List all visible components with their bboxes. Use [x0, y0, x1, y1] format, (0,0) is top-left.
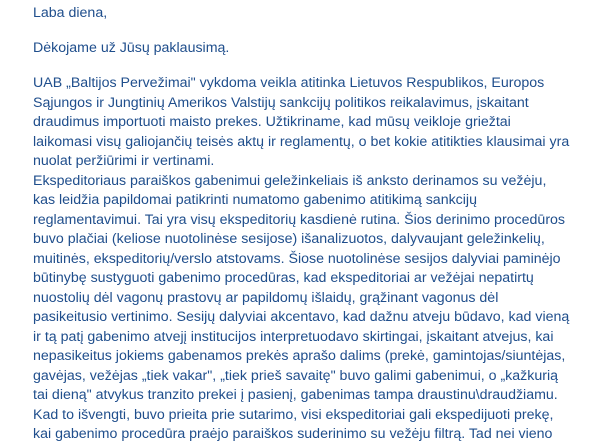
greeting-line: Laba diena,: [33, 5, 108, 21]
paragraph-procedures: [33, 172, 601, 445]
thanks-line: Dėkojame už Jūsų paklausimą.: [33, 40, 230, 56]
text-line: nuolat peržiūrimi ir vertinami.: [33, 153, 215, 169]
text-line: buvo plačiai (keliose nuotolinėse sesijose) išanalizuotos, dalyvaujant geležinkelių,: [33, 231, 545, 247]
paragraph-spacer: [33, 24, 601, 40]
paragraph-spacer: [33, 59, 601, 75]
text-line: tai dieną" atvykus tranzito prekei į pasienį, gabenimas tampa draustinu\draudžiamu.: [33, 387, 558, 403]
text-line: draudimus importuoti maisto prekes. Užtikriname, kad mūsų veikloje griežtai: [33, 114, 511, 130]
text-line: Ekspeditoriaus paraiškos gabenimui geležinkeliais iš anksto derinamos su vežėju,: [33, 172, 547, 189]
paragraph-compliance: [33, 74, 601, 172]
text-line: muitinės, ekspeditorių/verslo atstovams. Šiose nuotolinėse sesijos dalyviai paminėjo: [33, 250, 561, 267]
text-line: laikomasi visų galiojančių teisės aktų ir reglamentų, o bet kokie atitikties klausimai yra: [33, 133, 570, 150]
text-line: nuostolių dėl vagonų prastovų ar papildomų išlaidų, grąžinant vagonus dėl: [33, 289, 499, 306]
text-line: kas leidžia papildomai patikrinti numatomo gabenimo atitikimą sankcijų: [33, 192, 477, 208]
text-line: gavėjas, vežėjas „tiek vakar", „tiek prieš savaitę" buvo galimi gabenimui, o „kažkurią: [33, 367, 558, 384]
text-line: kai gabenimo procedūra praėjo paraiškos suderinimo su vežėju filtrą. Tad nei vieno: [33, 426, 553, 442]
text-line: ir tą patį gabenimo atvejį institucijos interpretuodavo skirtingai, įskaitant atvejus, kai: [33, 328, 554, 345]
text-line: reglamentavimui. Tai yra visų ekspeditorių kasdienė rutina. Šios derinimo procedūros: [33, 211, 566, 228]
text-line: nepasikeitus jokiems gabenamos prekės aprašo dalims (prekė, gamintojas/siuntėjas,: [33, 348, 566, 364]
text-line: būtinybę sustyguoti gabenimo procedūras, kad ekspeditoriai ar vežėjai nepatirtų: [33, 270, 534, 286]
text-line: Kad to išvengti, buvo prieita prie sutarimo, visi ekspeditoriai gali ekspedijuoti prekę,: [33, 406, 554, 423]
email-body: [33, 4, 601, 445]
text-line: UAB „Baltijos Pervežimai" vykdoma veikla atitinka Lietuvos Respublikos, Europos: [33, 75, 545, 91]
text-line: pasikeitusio vertinimo. Sesijų dalyviai akcentavo, kad dažnu atveju būdavo, kad vieną: [33, 309, 570, 325]
text-line: Sąjungos ir Jungtinių Amerikos Valstijų sankcijų politikos reikalavimus, įskaitant: [33, 94, 529, 111]
